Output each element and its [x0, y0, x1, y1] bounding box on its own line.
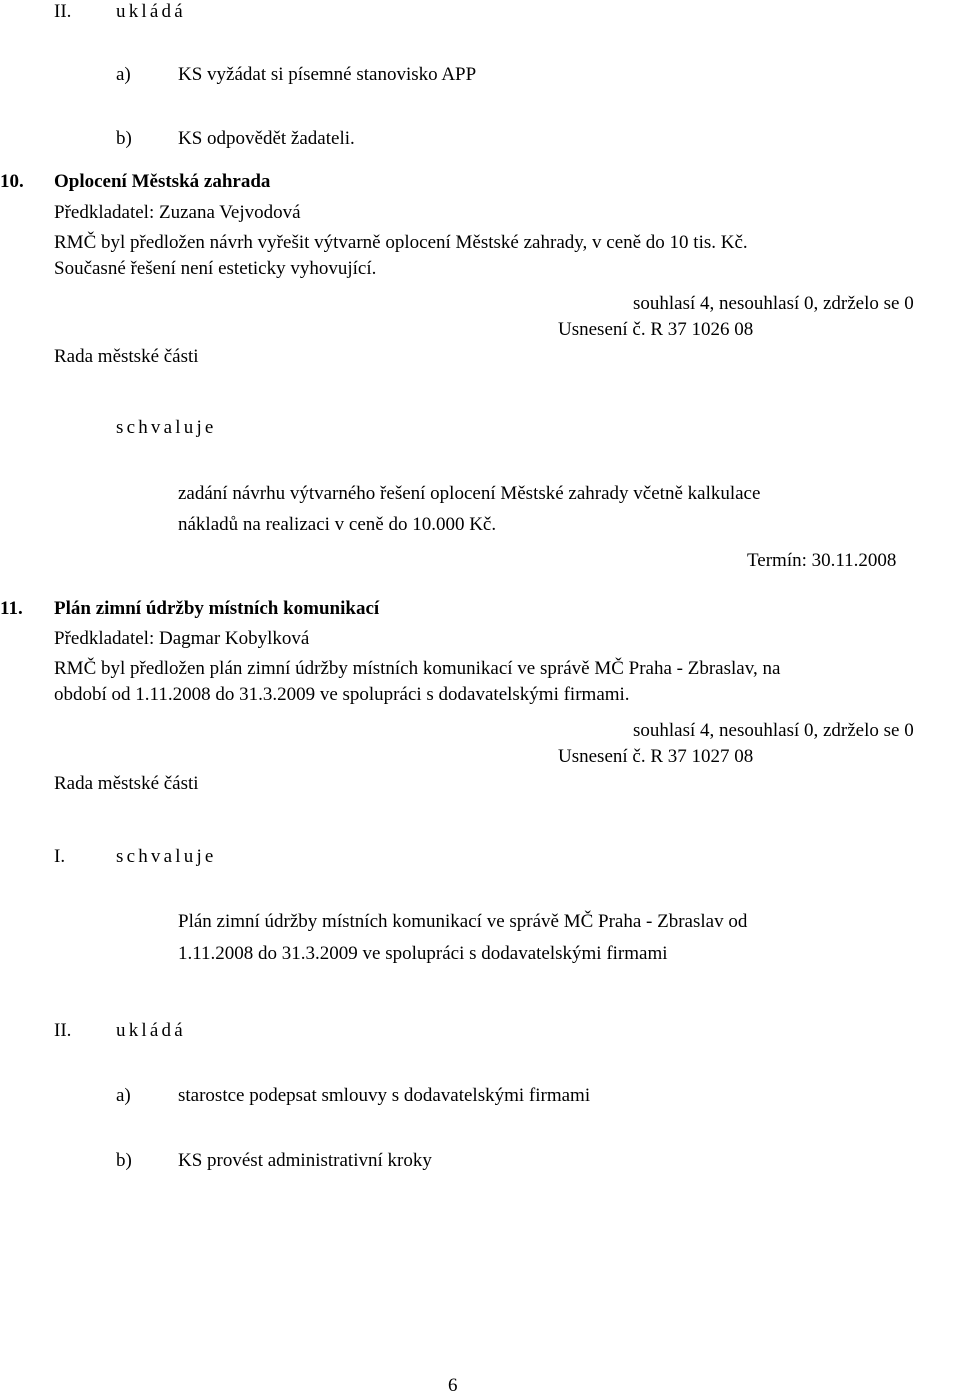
list-letter: a) [116, 64, 131, 85]
council-label: Rada městské části [54, 773, 199, 794]
description-line: období od 1.11.2008 do 31.3.2009 ve spolupráci s dodavatelskými firmami. [54, 684, 630, 705]
vote-result: souhlasí 4, nesouhlasí 0, zdrželo se 0 [633, 293, 914, 314]
section-verb: ukládá [116, 1, 186, 22]
resolution-text-line: zadání návrhu výtvarného řešení oplocení Městské zahrady včetně kalkulace [178, 483, 761, 504]
agenda-item-title: Plán zimní údržby místních komunikací [54, 598, 380, 619]
resolution-text-line: nákladů na realizaci v ceně do 10.000 Kč. [178, 514, 497, 535]
list-letter: b) [116, 128, 132, 149]
list-item-text: KS odpovědět žadateli. [178, 128, 355, 149]
submitter: Předkladatel: Zuzana Vejvodová [54, 202, 301, 223]
resolution-text-line: Plán zimní údržby místních komunikací ve správě MČ Praha - Zbraslav od [178, 911, 748, 932]
list-item-text: KS provést administrativní kroky [178, 1150, 432, 1171]
agenda-item-number: 11. [0, 598, 23, 619]
resolution-verb: schvaluje [116, 846, 217, 867]
list-item-text: starostce podepsat smlouvy s dodavatelskými firmami [178, 1085, 591, 1106]
list-letter: b) [116, 1150, 132, 1171]
agenda-item-number: 10. [0, 171, 24, 192]
part-number: I. [54, 846, 66, 867]
list-letter: a) [116, 1085, 131, 1106]
council-label: Rada městské části [54, 346, 199, 367]
vote-result: souhlasí 4, nesouhlasí 0, zdrželo se 0 [633, 720, 914, 741]
part-number: II. [54, 1020, 72, 1041]
resolution-number: Usnesení č. R 37 1027 08 [558, 746, 754, 767]
resolution-number: Usnesení č. R 37 1026 08 [558, 319, 754, 340]
section-number: II. [54, 1, 72, 22]
description-line: Současné řešení není esteticky vyhovující. [54, 258, 377, 279]
page-number: 6 [448, 1375, 458, 1396]
list-item-text: KS vyžádat si písemné stanovisko APP [178, 64, 477, 85]
resolution-verb: schvaluje [116, 417, 217, 438]
deadline: Termín: 30.11.2008 [747, 550, 897, 571]
submitter: Předkladatel: Dagmar Kobylková [54, 628, 310, 649]
resolution-text-line: 1.11.2008 do 31.3.2009 ve spolupráci s dodavatelskými firmami [178, 943, 668, 964]
agenda-item-title: Oplocení Městská zahrada [54, 171, 271, 192]
description-line: RMČ byl předložen plán zimní údržby místních komunikací ve správě MČ Praha - Zbraslav, na [54, 658, 781, 679]
description-line: RMČ byl předložen návrh vyřešit výtvarně oplocení Městské zahrady, v ceně do 10 tis. Kč. [54, 232, 748, 253]
resolution-verb: ukládá [116, 1020, 186, 1041]
